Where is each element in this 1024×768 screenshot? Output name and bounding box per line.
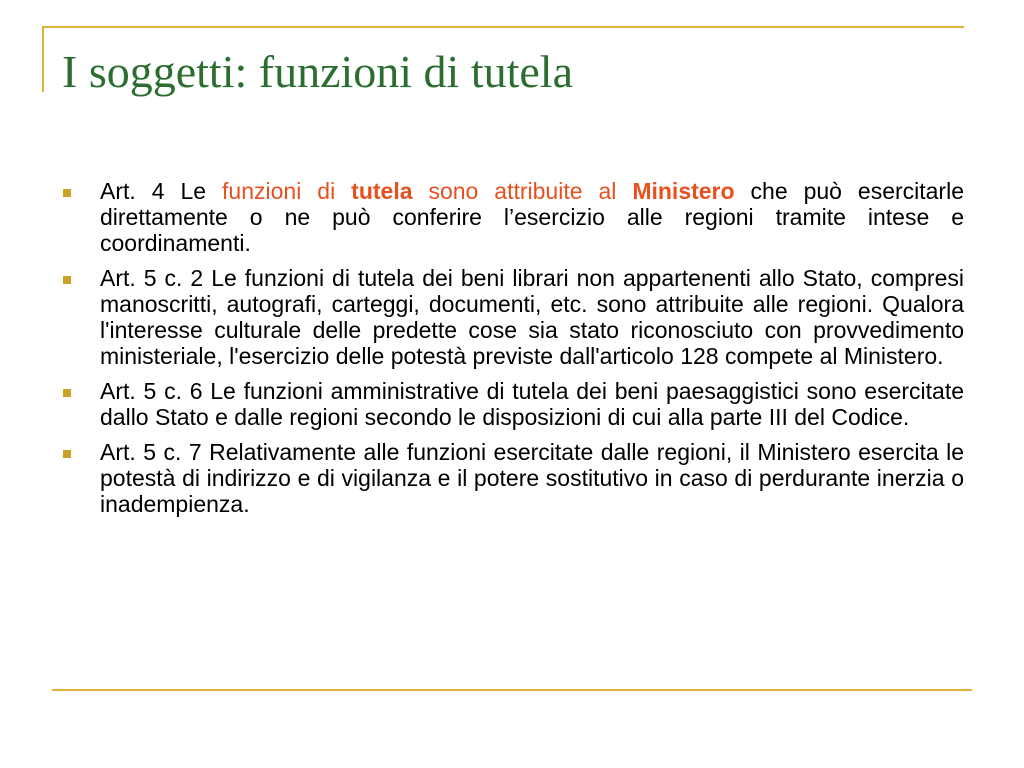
highlight-text: sono attribuite al (412, 178, 633, 204)
square-bullet-icon (63, 189, 71, 197)
bullet-item-art5c6 (60, 378, 964, 430)
bullet-item-art5c7 (60, 439, 964, 517)
left-decorative-rule (42, 26, 44, 92)
bullet-item-art4 (60, 178, 964, 256)
highlight-bold-text: Ministero (632, 178, 735, 204)
bullet-text: Art. 5 c. 2 Le funzioni di tutela dei beni librari non appartenenti allo Stato, compresi manoscritti, autografi, carteggi, documenti, etc. sono attribuite alle regioni. Qualora l'interesse culturale delle predette cose sia stato riconosciuto con provvedimento ministeriale, l'esercizio delle potestà previste dall'articolo 128 compete al Ministero. (100, 265, 964, 369)
bullet-list (60, 178, 964, 526)
square-bullet-icon (63, 276, 71, 284)
text-segment: che può esercitarle direttamente o ne può conferire l’esercizio alle regioni tramite intese e coordinamenti. (100, 178, 964, 256)
slide-title: I soggetti: funzioni di tutela (62, 46, 574, 97)
highlight-bold-text: tutela (351, 178, 413, 204)
top-decorative-rule (42, 26, 964, 28)
bottom-decorative-rule (52, 689, 972, 691)
bullet-text: Art. 5 c. 6 Le funzioni amministrative di tutela dei beni paesaggistici sono esercitate dallo Stato e dalle regioni secondo le disposizioni di cui alla parte III del Codice. (100, 378, 964, 430)
bullet-item-art5c2 (60, 265, 964, 369)
text-segment: Art. 4 Le (100, 178, 223, 204)
bullet-text (100, 178, 964, 256)
bullet-text: Art. 5 c. 7 Relativamente alle funzioni esercitate dalle regioni, il Ministero esercita le potestà di indirizzo e di vigilanza e il potere sostitutivo in caso di perdurante inerzia o inadempienza. (100, 439, 964, 517)
highlight-text: funzioni di (222, 178, 352, 204)
square-bullet-icon (63, 450, 71, 458)
square-bullet-icon (63, 389, 71, 397)
